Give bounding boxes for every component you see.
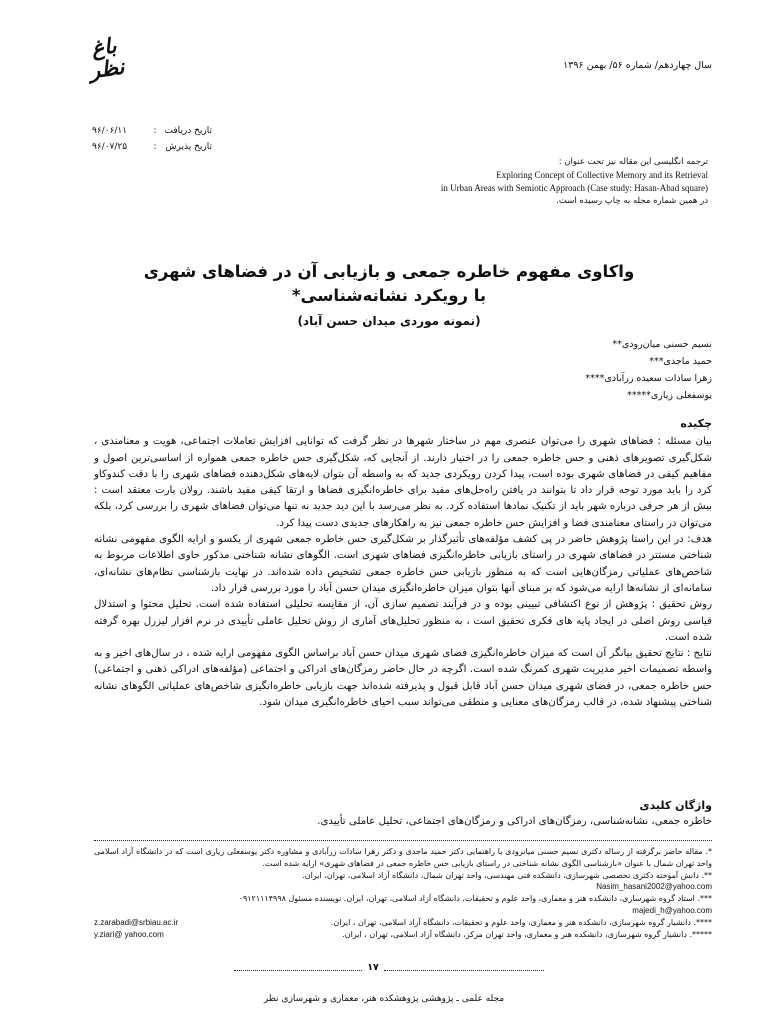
author-3-email[interactable]: majedi_h@yahoo.com — [632, 905, 712, 915]
footnote-4: ****. دانشیار گروه شهرسازی، دانشکده هنر و معماری، واحد علوم و تحقیقات، دانشگاه آزاد اسلامی، تهران ، ایران. — [330, 917, 712, 927]
accepted-label: تاریخ پذیرش — [165, 142, 212, 152]
issue-info: سال چهاردهم/ شماره ۵۶/ بهمن ۱۳۹۶ — [563, 60, 712, 71]
footnote-1: *. مقاله حاضر برگرفته از رساله دکتری نسیم حسنی میانرودی با راهنمایی دکتر حمید ماجدی و دکتر زهرا سادات زرآبادی و مشاوره دکتر یوسفعلی زیاری است که در دانشگاه آزاد اسلامی واحد تهران شمال با عنوان «بازشناسی الگوی نشانه شناختی در راستای بازیابی حس خاطره جمعی در فضاهای شهری» ارایه شده است. — [94, 847, 712, 868]
received-sep: : — [153, 126, 157, 136]
journal-logo: باغ نظر — [87, 32, 126, 84]
keywords-text: خاطره جمعی، نشانه‌شناسی، رمزگان‌های ادراکی و رمزگان‌های اجتماعی، تحلیل عاملی تأییدی. — [317, 816, 712, 827]
footnote-2-email-row — [94, 881, 712, 893]
received-label: تاریخ دریافت — [164, 126, 212, 136]
accepted-date-row — [92, 139, 212, 155]
translation-intro: ترجمه انگلیسی این مقاله نیز تحت عنوان : — [558, 157, 708, 167]
paper-title-line1: واکاوی مفهوم خاطره جمعی و بازیابی آن در فضاهای شهری — [143, 262, 635, 281]
abstract-problem: بیان مسئله : فضاهای شهری را می‌توان عنصری مهم در ساختار شهرها در نظر گرفت که توانایی افزایش تعاملات اجتماعی، هویت و معنا‌مندی ، شکل‌گیری تصویرهای ذهنی و حس خاطره جمعی را در اختیار دارند. از آنجایی که، شکل‌گیری حس خاطره جمعی همواره از اساسی‌ترین اصول و مفاهیم کیفی در فضاهای شهری بوده است، پیدا کردن رویکردی جدید که به واسطه آن بتوان لایه‌های شکل‌دهنده فضاهای شهری را با دقت کندوکاو کرد را باید مورد توجه قرار داد تا بتوانند در یافتن راه‌حل‌های مفید برای خاطره‌انگیزی فضاها و ارتقا کیفی مفید باشند. رولان بارت معتقد است : بیش از هر حرفی درباره شهر باید از تکنیک نمادها استفاده کرد. به نظر می‌رسد با این دید جدید نه تنها می‌توان فضاهای شهری را بررسی کرد، بلکه می‌توان در راستای معنا‌مندی فضا و افزایش حس خاطره جمعی نیز به راهکارهای جدیدی دست پیدا کرد. — [94, 436, 712, 529]
journal-footer: مجله علمی ـ پژوهشی پژوهشکده هنر، معماری و شهرسازی نظر — [263, 994, 505, 1004]
paper-title-line2: با رویکرد نشانه‌شناسی* — [291, 286, 487, 305]
abstract-heading: چکیده — [680, 417, 712, 430]
author-2-email[interactable]: Nasim_hasani2002@yahoo.com — [596, 882, 712, 892]
keywords-heading: واژگان کلیدی — [639, 799, 712, 812]
author-4: یوسفعلی زیاری***** — [627, 390, 712, 401]
author-4-email[interactable]: z.zarabadi@srbiau.ac.ir — [94, 917, 179, 927]
footnote-2: **. دانش آموخته دکتری تخصصی شهرسازی، دانشکده فنی مهندسی، واحد تهران شمال، دانشگاه آزاد اسلامی، تهران، ایران. — [302, 870, 712, 880]
submission-dates — [92, 123, 212, 155]
author-3: زهرا سادات سعیده زرآبادی**** — [585, 373, 712, 384]
author-list — [585, 336, 712, 404]
keywords — [94, 798, 712, 830]
author-2: حمید ماجدی*** — [649, 356, 712, 367]
footnote-divider — [94, 840, 712, 841]
accepted-sep: : — [153, 142, 157, 152]
received-date: ۹۶/۰۶/۱۱ — [92, 126, 128, 136]
page-rule-right — [384, 970, 544, 971]
footnote-3-email-row — [94, 905, 712, 917]
abstract-goal: هدف: در این راستا پژوهش حاضر در پی کشف مؤلفه‌های تأثیرگذار بر شکل‌گیری حس خاطره جمعی شهری از یکسو و ارایه الگوی مفهومی نشانه شناختی مستتر در فضاهای شهری در راستای بازیابی خاطره‌انگیزی فضاهای شهری است. الگوهای نشانه شناختی مذکور حاوی اطلاعات مربوط به شاخص‌های عملیاتی رمزگان‌هایی است که به منظور بازیابی حس خاطره جمعی تشخیص داده شده‌اند. در نهایت بازشناسی نظام‌های نشانه‌ای، سامانه‌ای از نشانه‌ها ارایه می‌شود که بر مبنای آنها بتوان میزان خاطره‌انگیزی میدان حسن آباد را مورد بررسی قرار داد. — [94, 534, 712, 594]
english-title-line1: Exploring Concept of Collective Memory and its Retrieval — [496, 170, 708, 180]
footnote-4-row — [94, 917, 712, 929]
footnote-5-row — [94, 929, 712, 941]
page-rule-left — [234, 970, 362, 971]
footnote-3: ***. استاد گروه شهرسازی، دانشکده هنر و معماری، واحد علوم و تحقیقات، دانشگاه آزاد اسلامی، تهران، ایران. نویسنده مسئول ۰۹۱۲۱۱۱۴۹۹۸ — [238, 894, 712, 904]
received-date-row — [92, 123, 212, 139]
translation-note — [388, 156, 708, 208]
english-title-line2: in Urban Areas with Semiotic Approach (Case study: Hasan-Abad square) — [440, 183, 708, 193]
abstract-results: نتایج : نتایج تحقیق بیانگر آن است که میزان خاطره‌انگیزی فضای شهری میدان حسن آباد براساس الگوی مفهومی ارایه شده ، در سال‌های اخیر و به واسطه تصمیمات اخیر مدیریت شهری کمرنگ شده است. اگرچه در حال حاضر رمزگان‌های ادراکی و اجتماعی (مؤلفه‌های ادراکی ذهنی و اجتماعی) حس خاطره جمعی، در فضای شهری میدان حسن آباد قابل قبول و پذیرفته شده‌اند جهت بازیابی خاطره‌انگیزی شاخص‌های عملیاتی الگوهای نشانه شناختی پیشنهاد شده، در قالب رمزگان‌های معنایی و منطقی می‌تواند سبب احیای خاطره‌انگیزی میدان شود. — [94, 648, 712, 709]
author-1: نسیم حسنی میان‌رودی** — [612, 339, 712, 350]
title-block — [70, 260, 708, 328]
paper-subtitle: (نمونه موردی میدان حسن آباد) — [297, 314, 481, 328]
footnotes — [94, 846, 712, 940]
author-5-email[interactable]: y.ziari@ yahoo.com — [94, 929, 164, 939]
footnote-5: *****. دانشیار گروه شهرسازی، دانشکده هنر و معماری، واحد تهران مرکز، دانشگاه آزاد اسلامی، تهران ، ایران. — [342, 929, 712, 939]
abstract — [94, 416, 712, 711]
translation-outro: در همین شماره مجله به چاپ رسیده است. — [556, 196, 708, 206]
page-number: ۱۷ — [367, 962, 379, 973]
abstract-method: روش تحقیق : پژوهش از نوع اکتشافی تبیینی بوده و در فرآیند تصمیم سازی آن، از مقایسه تحلیلی استفاده شده است. تحلیل محتوا و استدلال قیاسی روش اصلی در ایجاد پایه های فکری تحقیق است ، به منظور تحلیل‌های آماری از روش تحلیل عاملی تأییدی در نرم افزار لیزرل بهره گرفته شده است. — [94, 599, 712, 643]
accepted-date: ۹۶/۰۷/۲۵ — [92, 142, 128, 152]
